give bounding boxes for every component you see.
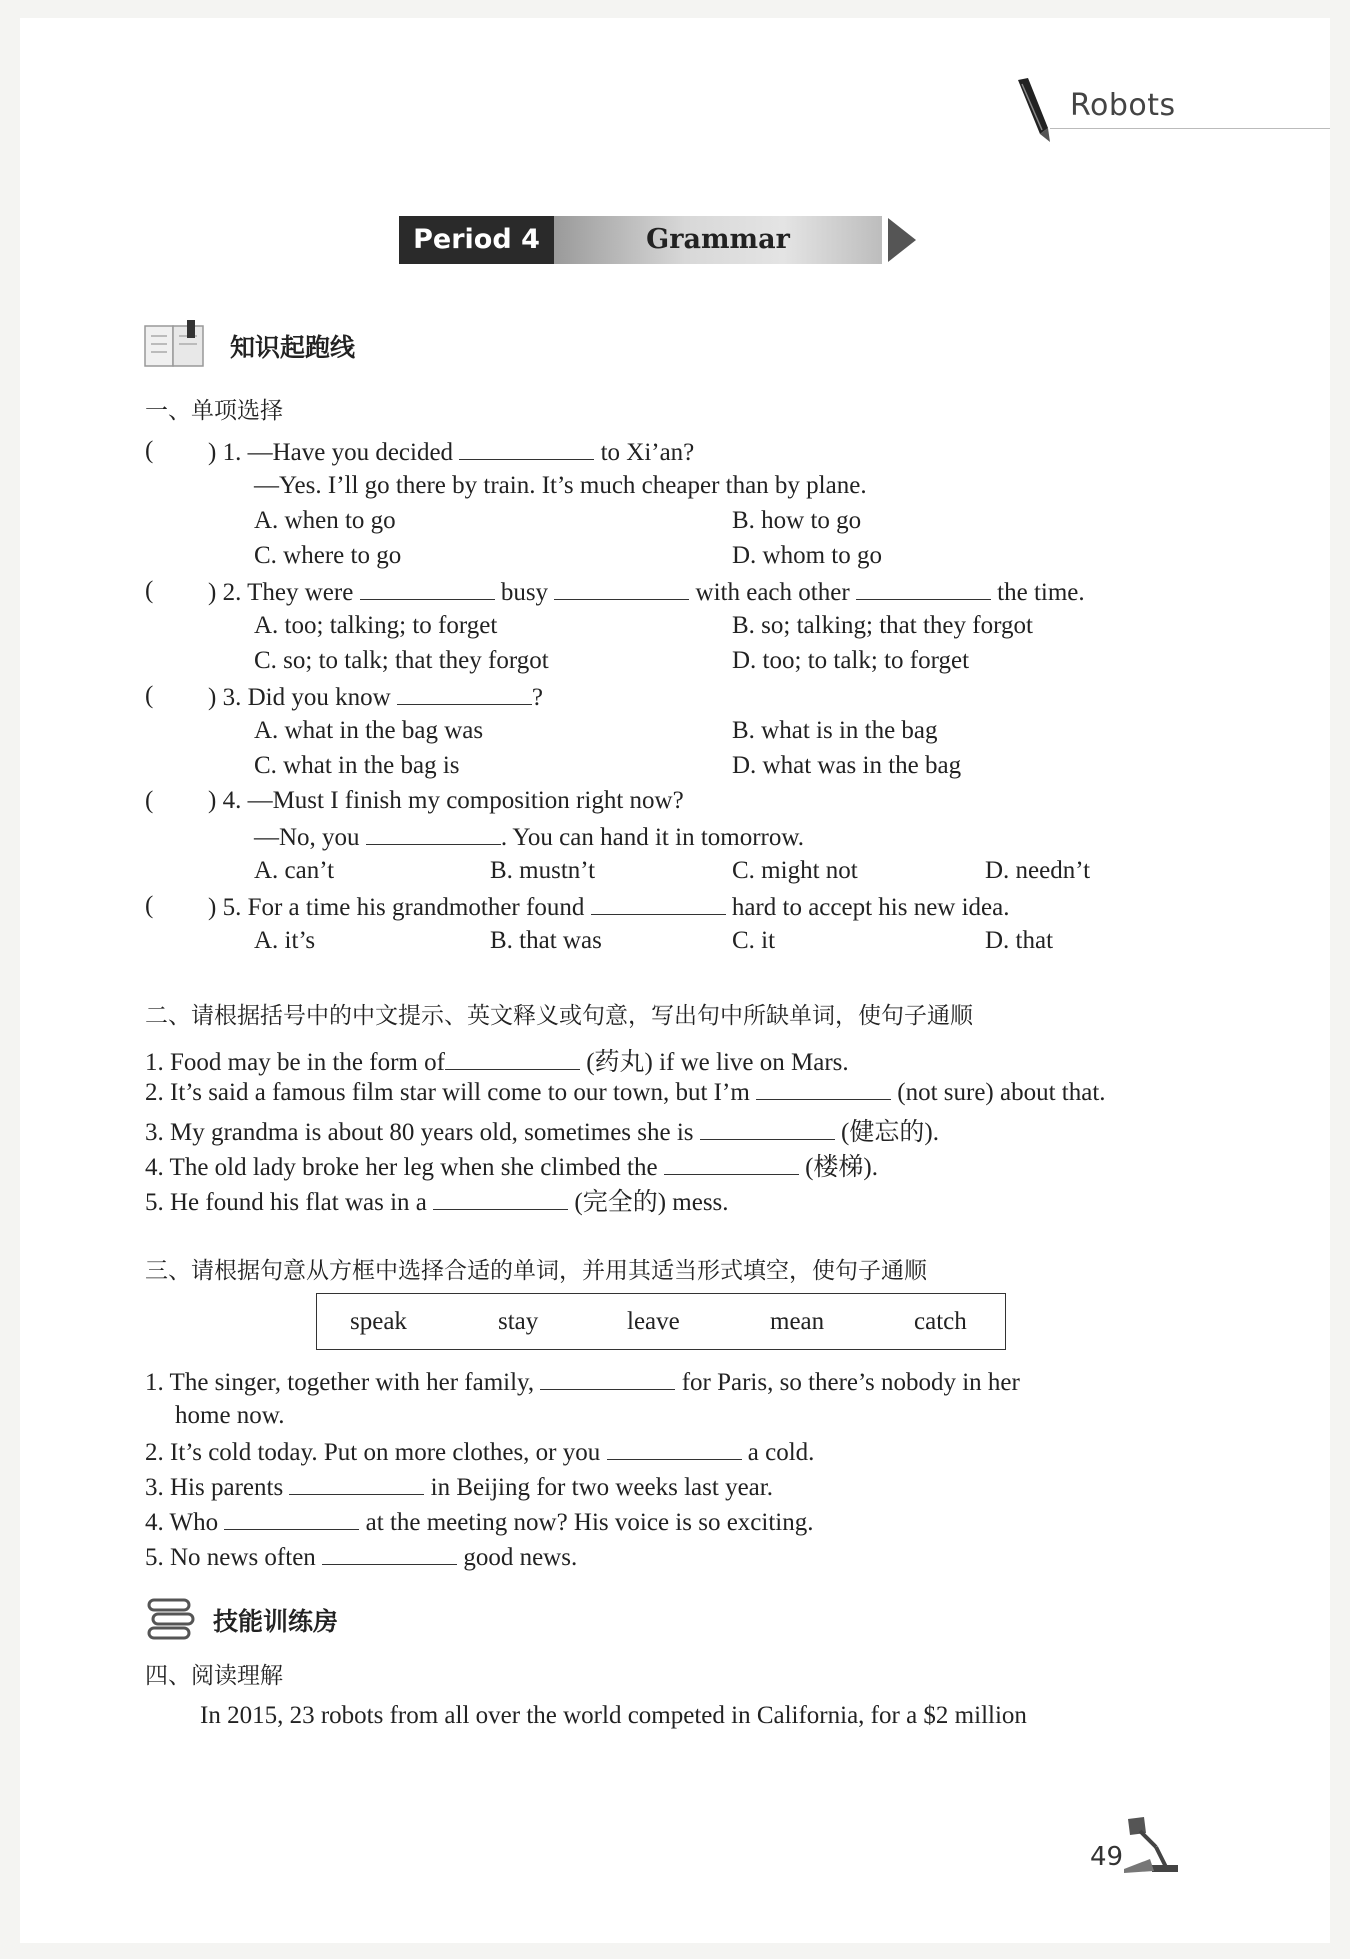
q2-option-a[interactable]: A. too; talking; to forget xyxy=(254,612,498,639)
part3-heading: 三、请根据句意从方框中选择合适的单词，并用其适当形式填空，使句子通顺 xyxy=(145,1258,927,1284)
q1-answer-line: —Yes. I’ll go there by train. It’s much cheaper than by plane. xyxy=(254,472,867,499)
q2-stem: ) 2. They were busy with each other the time. xyxy=(208,579,1085,606)
reading-passage-line: In 2015, 23 robots from all over the world competed in California, for a $2 million xyxy=(200,1702,1027,1729)
p3-sentence-4: 4. Who at the meeting now? His voice is so exciting. xyxy=(145,1509,814,1536)
q5-option-b[interactable]: B. that was xyxy=(490,927,602,954)
period-topic: Grammar xyxy=(554,216,882,264)
p3-sentence-2: 2. It’s cold today. Put on more clothes, or you a cold. xyxy=(145,1439,815,1466)
pen-icon xyxy=(1010,76,1060,151)
p3-blank-4[interactable] xyxy=(224,1507,359,1530)
q5-option-a[interactable]: A. it’s xyxy=(254,927,316,954)
p3-sentence-1: 1. The singer, together with her family, for Paris, so there’s nobody in her xyxy=(145,1369,1020,1396)
q4-option-c[interactable]: C. might not xyxy=(732,857,858,884)
q4-option-d[interactable]: D. needn’t xyxy=(985,857,1091,884)
answer-paren: ( xyxy=(145,682,154,709)
q4-stem: ) 4. —Must I finish my composition right now? xyxy=(208,787,684,814)
book-icon xyxy=(143,320,209,375)
p2-sentence-4: 4. The old lady broke her leg when she climbed the (楼梯). xyxy=(145,1154,878,1181)
p2-sentence-5: 5. He found his flat was in a (完全的) mess. xyxy=(145,1189,729,1216)
p3-blank-2[interactable] xyxy=(607,1437,742,1460)
q2-option-c[interactable]: C. so; to talk; that they forgot xyxy=(254,647,549,674)
word-bank-item: mean xyxy=(770,1308,825,1335)
answer-paren: ( xyxy=(145,787,154,814)
p2-sentence-1: 1. Food may be in the form of (药丸) if we live on Mars. xyxy=(145,1049,849,1076)
q3-option-c[interactable]: C. what in the bag is xyxy=(254,752,460,779)
p2-blank-1[interactable] xyxy=(445,1047,580,1070)
page-number: 49 xyxy=(1090,1842,1124,1872)
q1-blank[interactable] xyxy=(459,437,594,460)
section-title-knowledge: 知识起跑线 xyxy=(230,333,356,362)
desk-lamp-icon xyxy=(1122,1815,1182,1880)
p2-blank-5[interactable] xyxy=(433,1187,568,1210)
q5-option-d[interactable]: D. that xyxy=(985,927,1054,954)
q4-option-a[interactable]: A. can’t xyxy=(254,857,335,884)
p2-sentence-3: 3. My grandma is about 80 years old, sometimes she is (健忘的). xyxy=(145,1119,939,1146)
p3-blank-5[interactable] xyxy=(322,1542,457,1565)
q1-stem: ) 1. —Have you decided to Xi’an? xyxy=(208,439,695,466)
q3-option-b[interactable]: B. what is in the bag xyxy=(732,717,938,744)
word-bank-item: stay xyxy=(498,1308,539,1335)
q1-option-a[interactable]: A. when to go xyxy=(254,507,396,534)
q1-option-c[interactable]: C. where to go xyxy=(254,542,402,569)
p2-blank-4[interactable] xyxy=(664,1152,799,1175)
q2-option-d[interactable]: D. too; to talk; to forget xyxy=(732,647,970,674)
unit-title: Robots xyxy=(1070,88,1176,123)
q1-option-b[interactable]: B. how to go xyxy=(732,507,862,534)
word-bank-item: catch xyxy=(914,1308,967,1335)
q2-option-b[interactable]: B. so; talking; that they forgot xyxy=(732,612,1033,639)
p3-blank-3[interactable] xyxy=(289,1472,424,1495)
word-bank-item: speak xyxy=(350,1308,407,1335)
header-divider xyxy=(1050,128,1330,129)
layers-icon xyxy=(147,1598,195,1645)
p3-sentence-3: 3. His parents in Beijing for two weeks last year. xyxy=(145,1474,773,1501)
arrow-right-icon xyxy=(888,218,916,262)
q2-blank-3[interactable] xyxy=(856,577,991,600)
part1-heading: 一、单项选择 xyxy=(145,398,283,424)
answer-paren: ( xyxy=(145,437,154,464)
q3-option-d[interactable]: D. what was in the bag xyxy=(732,752,962,779)
answer-paren: ( xyxy=(145,577,154,604)
p2-sentence-2: 2. It’s said a famous film star will come to our town, but I’m (not sure) about that. xyxy=(145,1079,1106,1106)
period-label: Period 4 xyxy=(399,216,554,264)
q1-option-d[interactable]: D. whom to go xyxy=(732,542,882,569)
part2-heading: 二、请根据括号中的中文提示、英文释义或句意，写出句中所缺单词，使句子通顺 xyxy=(145,1003,973,1029)
q3-stem: ) 3. Did you know ? xyxy=(208,684,543,711)
q4-option-b[interactable]: B. mustn’t xyxy=(490,857,596,884)
p3-sentence-1-cont: home now. xyxy=(175,1402,285,1429)
q2-blank-2[interactable] xyxy=(554,577,689,600)
q5-stem: ) 5. For a time his grandmother found hard to accept his new idea. xyxy=(208,894,1010,921)
p2-blank-3[interactable] xyxy=(700,1117,835,1140)
q5-option-c[interactable]: C. it xyxy=(732,927,776,954)
section-title-skills: 技能训练房 xyxy=(213,1607,339,1636)
p2-blank-2[interactable] xyxy=(756,1077,891,1100)
word-bank-item: leave xyxy=(627,1308,680,1335)
answer-paren: ( xyxy=(145,892,154,919)
q4-blank[interactable] xyxy=(366,822,501,845)
q2-blank-1[interactable] xyxy=(360,577,495,600)
q4-answer-line: —No, you . You can hand it in tomorrow. xyxy=(254,824,805,851)
q3-blank[interactable] xyxy=(397,682,532,705)
part4-heading: 四、阅读理解 xyxy=(145,1663,283,1689)
q5-blank[interactable] xyxy=(591,892,726,915)
q3-option-a[interactable]: A. what in the bag was xyxy=(254,717,484,744)
page xyxy=(20,18,1330,1943)
p3-blank-1[interactable] xyxy=(540,1367,675,1390)
p3-sentence-5: 5. No news often good news. xyxy=(145,1544,578,1571)
